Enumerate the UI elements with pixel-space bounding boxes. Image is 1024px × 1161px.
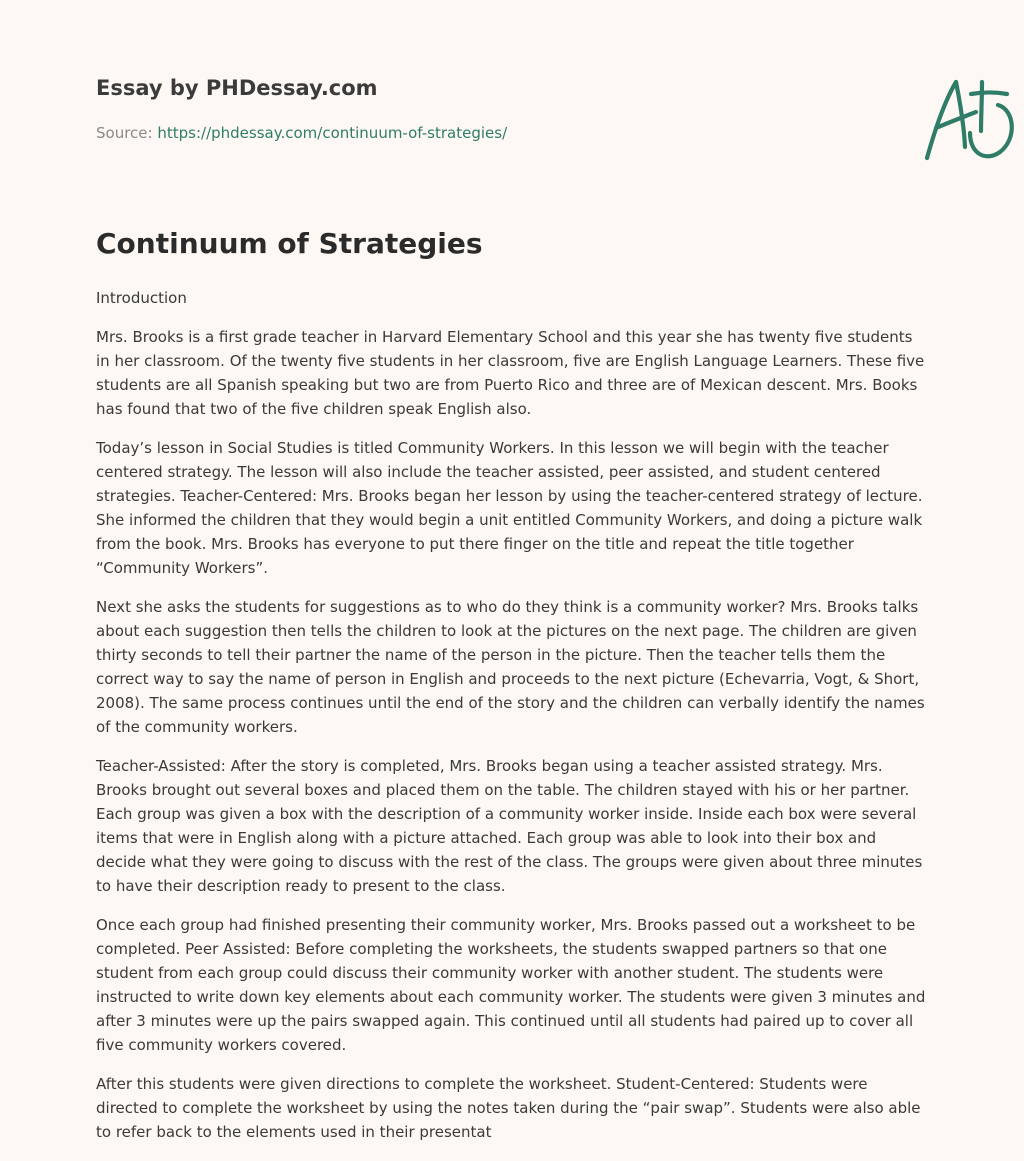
a-plus-grade-icon — [916, 68, 1024, 164]
essay-body — [96, 286, 930, 1159]
section-heading-introduction: Introduction — [96, 289, 187, 307]
source-link[interactable]: https://phdessay.com/continuum-of-strategies/ — [157, 124, 508, 142]
essay-paragraph: Next she asks the students for suggestions as to who do they think is a community worker? Mrs. Brooks talks about each suggestion then tells the children to look at the pictures on the next page. The children are given thirty seconds to tell their partner the name of the person in the picture. Then the teacher tells them the correct way to say the name of person in English and proceeds to the next picture (Echevarria, Vogt, & Short, 2008). The same process continues until the end of the story and the children can verbally identify the names of the community workers. — [96, 598, 925, 736]
source-label: Source: — [96, 124, 153, 142]
essay-title: Continuum of Strategies — [96, 227, 483, 260]
essay-paragraph: After this students were given directions to complete the worksheet. Student-Centered: Students were directed to complete the worksheet by using the notes taken during the “pair swap”. Students were also able to refer back to the elements used in their presentat — [96, 1075, 921, 1141]
essay-paragraph: Teacher-Assisted: After the story is completed, Mrs. Brooks began using a teacher assisted strategy. Mrs. Brooks brought out several boxes and placed them on the table. The children stayed with his or her partner. Each group was given a box with the description of a community worker inside. Inside each box were several items that were in English along with a picture attached. Each group was able to look into their box and decide what they were going to discuss with the rest of the class. The groups were given about three minutes to have their description ready to present to the class. — [96, 757, 923, 895]
source-line — [96, 124, 507, 142]
essay-paragraph: Mrs. Brooks is a first grade teacher in Harvard Elementary School and this year she has twenty five students in her classroom. Of the twenty five students in her classroom, five are English Language Learners. These five students are all Spanish speaking but two are from Puerto Rico and three are of Mexican descent. Mrs. Books has found that two of the five children speak English also. — [96, 328, 925, 418]
essay-paragraph: Once each group had finished presenting their community worker, Mrs. Brooks passed out a worksheet to be completed. Peer Assisted: Before completing the worksheets, the students swapped partners so that one student from each group could discuss their community worker with another student. The students were instructed to write down key elements about each community worker. The students were given 3 minutes and after 3 minutes were up the pairs swapped again. This continued until all students had paired up to cover all five community workers covered. — [96, 916, 926, 1054]
site-brand: Essay by PHDessay.com — [96, 76, 378, 100]
essay-paragraph: Today’s lesson in Social Studies is titled Community Workers. In this lesson we will begin with the teacher centered strategy. The lesson will also include the teacher assisted, peer assisted, and student centered strategies. Teacher-Centered: Mrs. Brooks began her lesson by using the teacher-centered strategy of lecture. She informed the children that they would begin a unit entitled Community Workers, and doing a picture walk from the book. Mrs. Brooks has everyone to put there finger on the title and repeat the title together “Community Workers”. — [96, 439, 923, 577]
